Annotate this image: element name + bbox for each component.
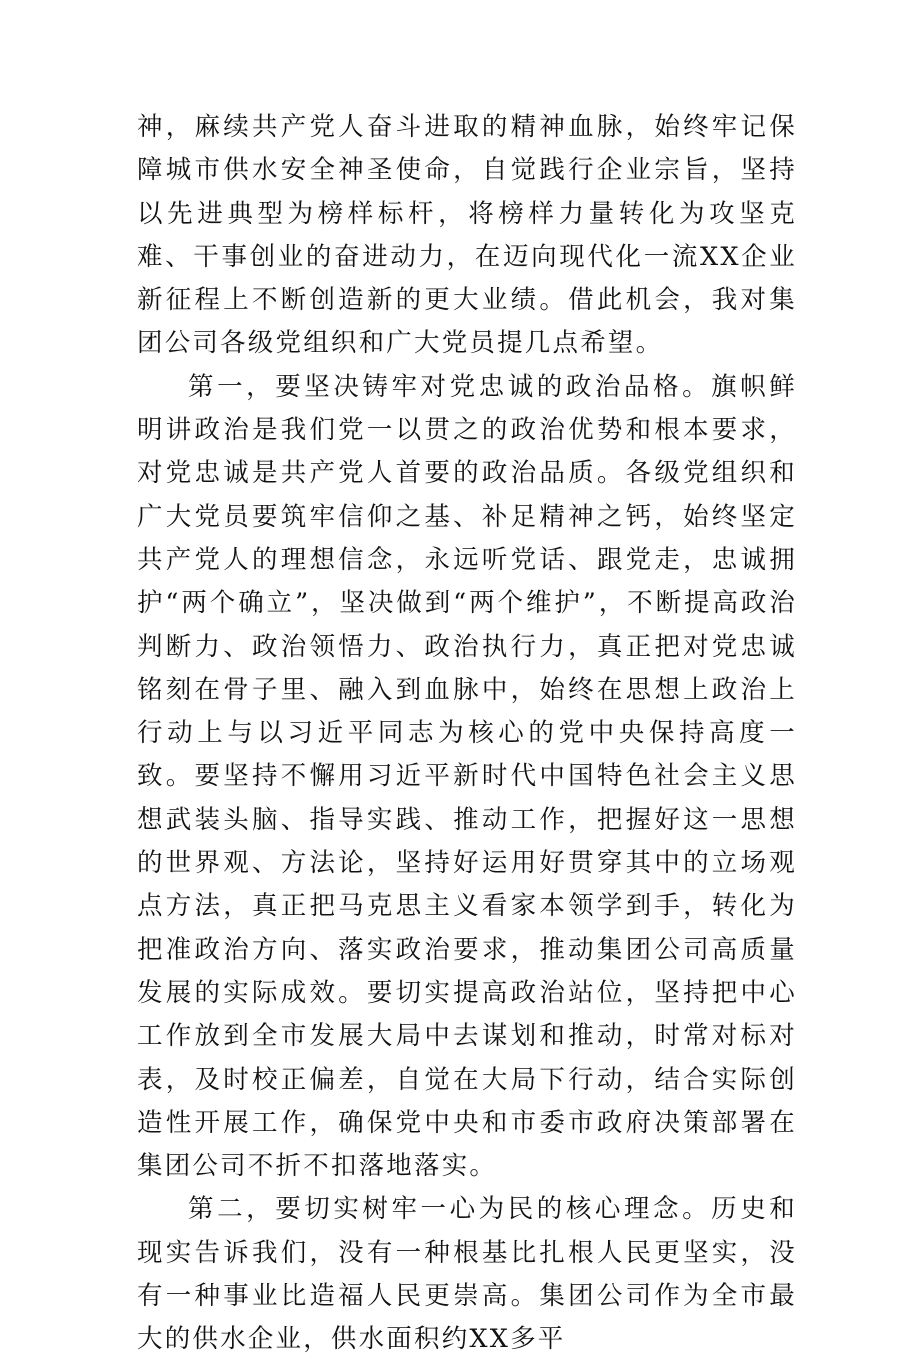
document-body: [137, 106, 797, 1362]
paragraph-continuation: 神，麻续共产党人奋斗进取的精神血脉，始终牢记保障城市供水安全神圣使命，自觉践行企业宗旨，坚持以先进典型为榜样标杆，将榜样力量转化为攻坚克难、干事创业的奋进动力，在迈向现代化一流XX企业新征程上不断创造新的更大业绩。借此机会，我对集团公司各级党组织和广大党员提几点希望。: [137, 112, 797, 359]
paragraph-second-point: 第二，要切实树牢一心为民的核心理念。历史和现实告诉我们，没有一种根基比扎根人民更坚实，没有一种事业比造福人民更崇高。集团公司作为全市最大的供水企业，供水面积约XX多平: [137, 1194, 797, 1355]
paragraph-first-point: 第一，要坚决铸牢对党忠诚的政治品格。旗帜鲜明讲政治是我们党一以贯之的政治优势和根本要求，对党忠诚是共产党人首要的政治品质。各级党组织和广大党员要筑牢信仰之基、补足精神之钙，始终坚定共产党人的理想信念，永远听党话、跟党走，忠诚拥护“两个确立”，坚决做到“两个维护”，不断提高政治判断力、政治领悟力、政治执行力，真正把对党忠诚铭刻在骨子里、融入到血脉中，始终在思想上政治上行动上与以习近平同志为核心的党中央保持高度一致。要坚持不懈用习近平新时代中国特色社会主义思想武装头脑、指导实践、推动工作，把握好这一思想的世界观、方法论，坚持好运用好贯穿其中的立场观点方法，真正把马克思主义看家本领学到手，转化为把准政治方向、落实政治要求，推动集团公司高质量发展的实际成效。要切实提高政治站位，坚持把中心工作放到全市发展大局中去谋划和推动，时常对标对表，及时校正偏差，自觉在大局下行动，结合实际创造性开展工作，确保党中央和市委市政府决策部署在集团公司不折不扣落地落实。: [137, 371, 797, 1182]
